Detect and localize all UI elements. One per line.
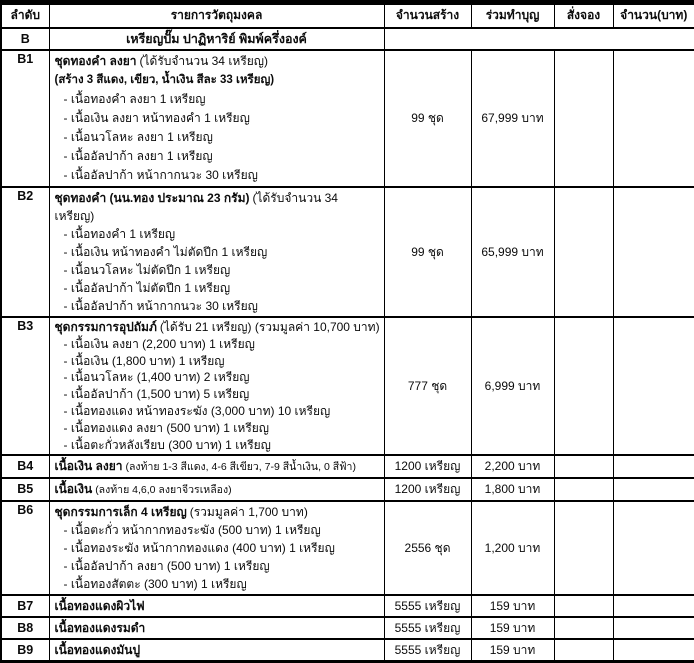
item-line: - เนื้ออัลปาก้า ลงยา (500 บาท) 1 เหรียญ — [63, 559, 270, 574]
item-line: - เนื้อเงิน หน้าทองคำ ไม่ตัดปีก 1 เหรียญ — [63, 245, 268, 259]
col-header-donation: ร่วมทำบุญ — [471, 3, 554, 29]
qty-made-cell: 1200 เหรียญ — [384, 455, 471, 478]
item-line: - เนื้อทองคำ 1 เหรียญ — [63, 227, 176, 241]
table-row-b4 — [1, 455, 694, 478]
item-note: (ได้รับ 21 เหรียญ) (รวมมูลค่า 10,700 บาท) — [159, 320, 380, 334]
qty-made-cell: 777 ชุด — [384, 317, 471, 455]
donation-cell: 159 บาท — [471, 639, 554, 662]
item-line: - เนื้อตะกั่ว หน้ากากทองระฆัง (500 บาท) 1 เหรียญ — [63, 523, 321, 538]
amount-cell — [613, 501, 694, 595]
item-line: - เนื้อตะกั่วหลังเรียบ (300 บาท) 1 เหรียญ — [63, 437, 271, 452]
item-note: (ได้รับจำนวน 34 เหรียญ) — [139, 54, 269, 68]
row-code: B6 — [1, 501, 49, 595]
col-header-order: ลำดับ — [1, 3, 49, 29]
table-row-b2 — [1, 187, 694, 317]
row-code: B5 — [1, 478, 49, 501]
item-title: ชุดกรรมการเล็ก 4 เหรียญ — [54, 505, 187, 520]
amount-cell — [613, 317, 694, 455]
item-description-cell — [49, 478, 384, 501]
qty-made-cell: 5555 เหรียญ — [384, 617, 471, 639]
item-title: ชุดทองคำ ลงยา — [54, 54, 137, 68]
col-header-amount-baht: จำนวน(บาท) — [613, 3, 694, 29]
item-note: (รวมมูลค่า 1,700 บาท) — [189, 505, 308, 520]
row-code: B4 — [1, 455, 49, 478]
row-code: B9 — [1, 639, 49, 662]
item-line: - เนื้อทองสัตตะ (300 บาท) 1 เหรียญ — [63, 577, 247, 592]
item-line: - เนื้อทองระฆัง หน้ากากทองแดง (400 บาท) 1 เหรียญ — [63, 541, 335, 556]
section-row-b — [1, 28, 694, 50]
row-code: B3 — [1, 317, 49, 455]
item-title: ชุดทองคำ (นน.ทอง ประมาณ 23 กรัม) — [54, 191, 250, 205]
item-line: - เนื้อนวโลหะ (1,400 บาท) 2 เหรียญ — [63, 370, 250, 385]
amount-cell — [613, 639, 694, 662]
item-line: - เนื้อนวโลหะ ลงยา 1 เหรียญ — [63, 130, 213, 144]
section-title: เหรียญปั๊ม ปาฏิหาริย์ พิมพ์ครึ่งองค์ — [49, 28, 384, 50]
reserve-cell — [554, 501, 613, 595]
item-title: เนื้อทองแดงผิวไฟ — [54, 599, 145, 614]
item-line: - เนื้ออัลปาก้า (1,500 บาท) 5 เหรียญ — [63, 387, 250, 402]
amount-cell — [613, 478, 694, 501]
amount-cell — [613, 50, 694, 187]
donation-cell: 159 บาท — [471, 595, 554, 617]
donation-cell: 1,200 บาท — [471, 501, 554, 595]
item-description-cell — [49, 595, 384, 617]
col-header-qty-made: จำนวนสร้าง — [384, 3, 471, 29]
reserve-cell — [554, 455, 613, 478]
item-title: ชุดกรรมการอุปถัมภ์ — [54, 320, 157, 334]
item-line: - เนื้ออัลปาก้า ไม่ตัดปีก 1 เหรียญ — [63, 281, 231, 295]
item-line: - เนื้อเงิน (1,800 บาท) 1 เหรียญ — [63, 353, 225, 368]
qty-made-cell: 5555 เหรียญ — [384, 595, 471, 617]
header-row — [1, 3, 694, 29]
reserve-cell — [554, 639, 613, 662]
item-description-cell — [49, 187, 384, 317]
item-title-line — [55, 503, 381, 521]
item-title: เนื้อเงิน ลงยา — [54, 459, 123, 474]
reserve-cell — [554, 617, 613, 639]
item-description-cell — [49, 317, 384, 455]
table-row-b9 — [1, 639, 694, 662]
item-line: - เนื้อเงิน ลงยา (2,200 บาท) 1 เหรียญ — [63, 336, 255, 351]
row-code: B2 — [1, 187, 49, 317]
reserve-cell — [554, 595, 613, 617]
qty-made-cell: 99 ชุด — [384, 50, 471, 187]
row-code: B8 — [1, 617, 49, 639]
amount-cell — [613, 187, 694, 317]
item-line: - เนื้อนวโลหะ ไม่ตัดปีก 1 เหรียญ — [63, 263, 231, 277]
item-title-line — [55, 52, 381, 71]
item-note: (ลงท้าย 1-3 สีแดง, 4-6 สีเขียว, 7-9 สีน้ำเงิน, 0 สีฟ้า) — [125, 461, 356, 474]
table-row-b3 — [1, 317, 694, 455]
item-note: (ลงท้าย 4,6,0 ลงยาจีวรเหลือง) — [95, 484, 232, 497]
item-title-line — [55, 319, 381, 336]
section-empty-cells — [384, 28, 694, 50]
item-title-line — [55, 189, 381, 225]
item-subtitle: (สร้าง 3 สีแดง, เขียว, น้ำเงิน สีละ 33 เหรียญ) — [54, 74, 275, 86]
col-header-reserve: สั่งจอง — [554, 3, 613, 29]
amount-cell — [613, 595, 694, 617]
qty-made-cell: 2556 ชุด — [384, 501, 471, 595]
donation-cell: 159 บาท — [471, 617, 554, 639]
qty-made-cell: 1200 เหรียญ — [384, 478, 471, 501]
donation-cell: 2,200 บาท — [471, 455, 554, 478]
qty-made-cell: 99 ชุด — [384, 187, 471, 317]
table-row-b7 — [1, 595, 694, 617]
table-row-b1 — [1, 50, 694, 187]
amount-cell — [613, 617, 694, 639]
item-line: - เนื้อทองแดง ลงยา (500 บาท) 1 เหรียญ — [63, 420, 270, 435]
col-header-item: รายการวัตถุมงคล — [49, 3, 384, 29]
table-row-b6 — [1, 501, 694, 595]
item-line: - เนื้ออัลปาก้า หน้ากากนวะ 30 เหรียญ — [63, 168, 258, 182]
donation-cell: 6,999 บาท — [471, 317, 554, 455]
item-title: เนื้อเงิน — [54, 482, 93, 497]
amount-cell — [613, 455, 694, 478]
reserve-cell — [554, 478, 613, 501]
row-code: B1 — [1, 50, 49, 187]
section-code: B — [1, 28, 49, 50]
item-description-cell — [49, 455, 384, 478]
reserve-cell — [554, 187, 613, 317]
item-description-cell — [49, 617, 384, 639]
item-line: - เนื้อเงิน ลงยา หน้าทองคำ 1 เหรียญ — [63, 111, 250, 125]
qty-made-cell: 5555 เหรียญ — [384, 639, 471, 662]
table-row-b5 — [1, 478, 694, 501]
reserve-cell — [554, 50, 613, 187]
item-line: - เนื้อทองแดง หน้าทองระฆัง (3,000 บาท) 10 เหรียญ — [63, 403, 331, 418]
item-description-cell — [49, 501, 384, 595]
item-description-cell — [49, 639, 384, 662]
donation-cell: 65,999 บาท — [471, 187, 554, 317]
item-title: เนื้อทองแดงรมดำ — [54, 621, 146, 636]
item-line: - เนื้ออัลปาก้า หน้ากากนวะ 30 เหรียญ — [63, 299, 258, 313]
row-code: B7 — [1, 595, 49, 617]
item-line: - เนื้ออัลปาก้า ลงยา 1 เหรียญ — [63, 149, 213, 163]
item-title: เนื้อทองแดงมันปู — [54, 643, 141, 658]
item-line: - เนื้อทองคำ ลงยา 1 เหรียญ — [63, 92, 206, 106]
donation-cell: 1,800 บาท — [471, 478, 554, 501]
reserve-cell — [554, 317, 613, 455]
table-row-b8 — [1, 617, 694, 639]
donation-cell: 67,999 บาท — [471, 50, 554, 187]
item-note: (ได้รับจำนวน 34 เหรียญ) — [54, 191, 338, 223]
item-description-cell — [49, 50, 384, 187]
